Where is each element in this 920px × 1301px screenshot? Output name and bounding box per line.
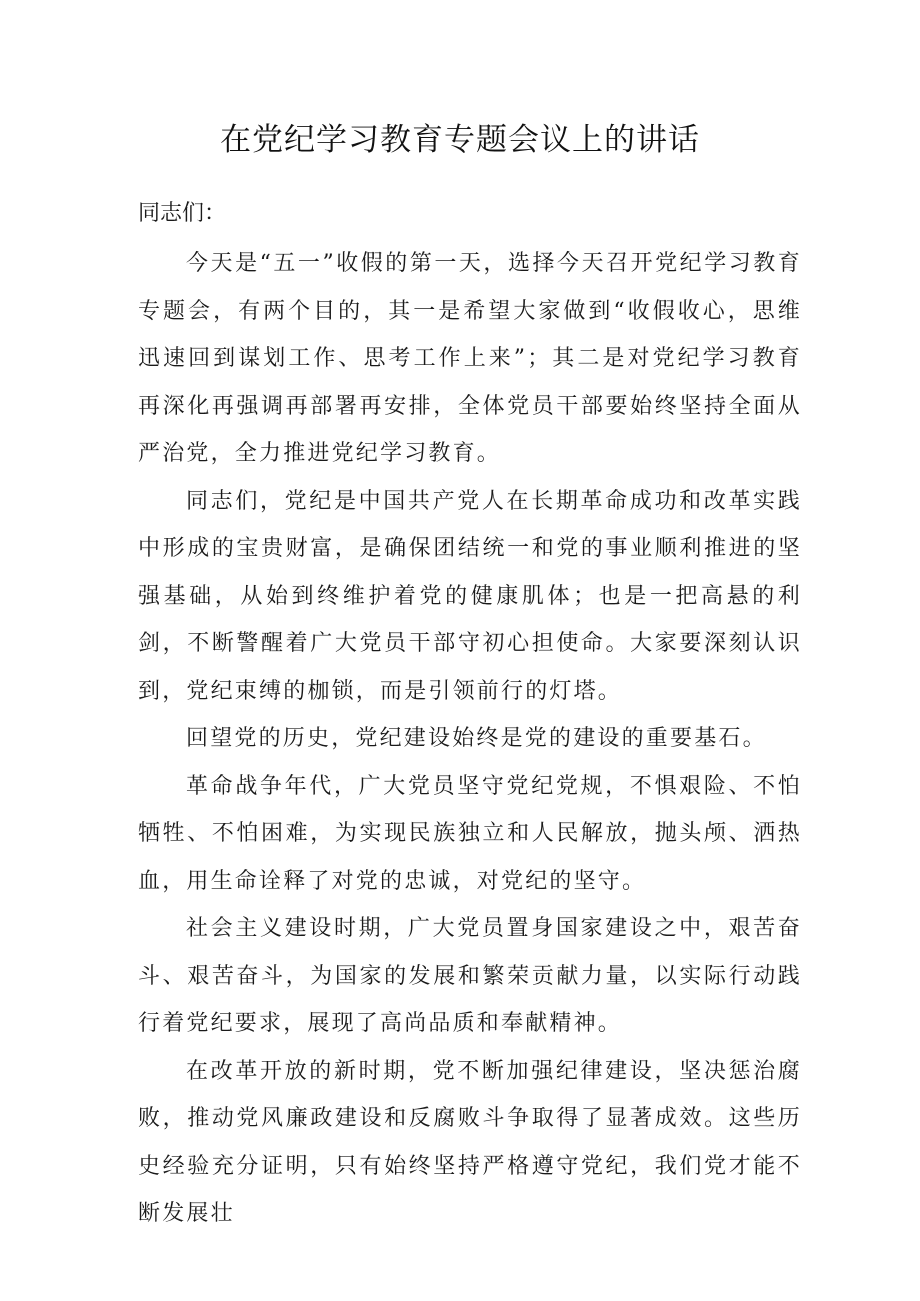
- document-body: [138, 240, 802, 1238]
- paragraph-5: 社会主义建设时期，广大党员置身国家建设之中，艰苦奋斗、艰苦奋斗，为国家的发展和繁荣贡献力量，以实际行动践行着党纪要求，展现了高尚品质和奉献精神。: [138, 916, 802, 1036]
- paragraph-4: 革命战争年代，广大党员坚守党纪党规，不惧艰险、不怕牺牲、不怕困难，为实现民族独立和人民解放，抛头颅、洒热血，用生命诠释了对党的忠诚，对党纪的坚守。: [138, 773, 802, 894]
- paragraph-3: 回望党的历史，党纪建设始终是党的建设的重要基石。: [186, 726, 767, 751]
- paragraph-1: 今天是“五一”收假的第一天，选择今天召开党纪学习教育专题会，有两个目的，其一是希望大家做到“收假收心，思维迅速回到谋划工作、思考工作上来”；其二是对党纪学习教育再深化再强调再部署再安排，全体党员干部要始终坚持全面从严治党，全力推进党纪学习教育。: [138, 251, 802, 466]
- salutation: 同志们：: [138, 201, 227, 226]
- paragraph-6: 在改革开放的新时期，党不断加强纪律建设，坚决惩治腐败，推动党风廉政建设和反腐败斗争取得了显著成效。这些历史经验充分证明，只有始终坚持严格遵守党纪，我们党才能不断发展壮: [138, 1058, 802, 1226]
- paragraph-2: 同志们，党纪是中国共产党人在长期革命成功和改革实践中形成的宝贵财富，是确保团结统一和党的事业顺利推进的坚强基础，从始到终维护着党的健康肌体；也是一把高悬的利剑，不断警醒着广大党员干部守初心担使命。大家要深刻认识到，党纪束缚的枷锁，而是引领前行的灯塔。: [138, 488, 802, 704]
- document-title: 在党纪学习教育专题会议上的讲话: [220, 122, 700, 158]
